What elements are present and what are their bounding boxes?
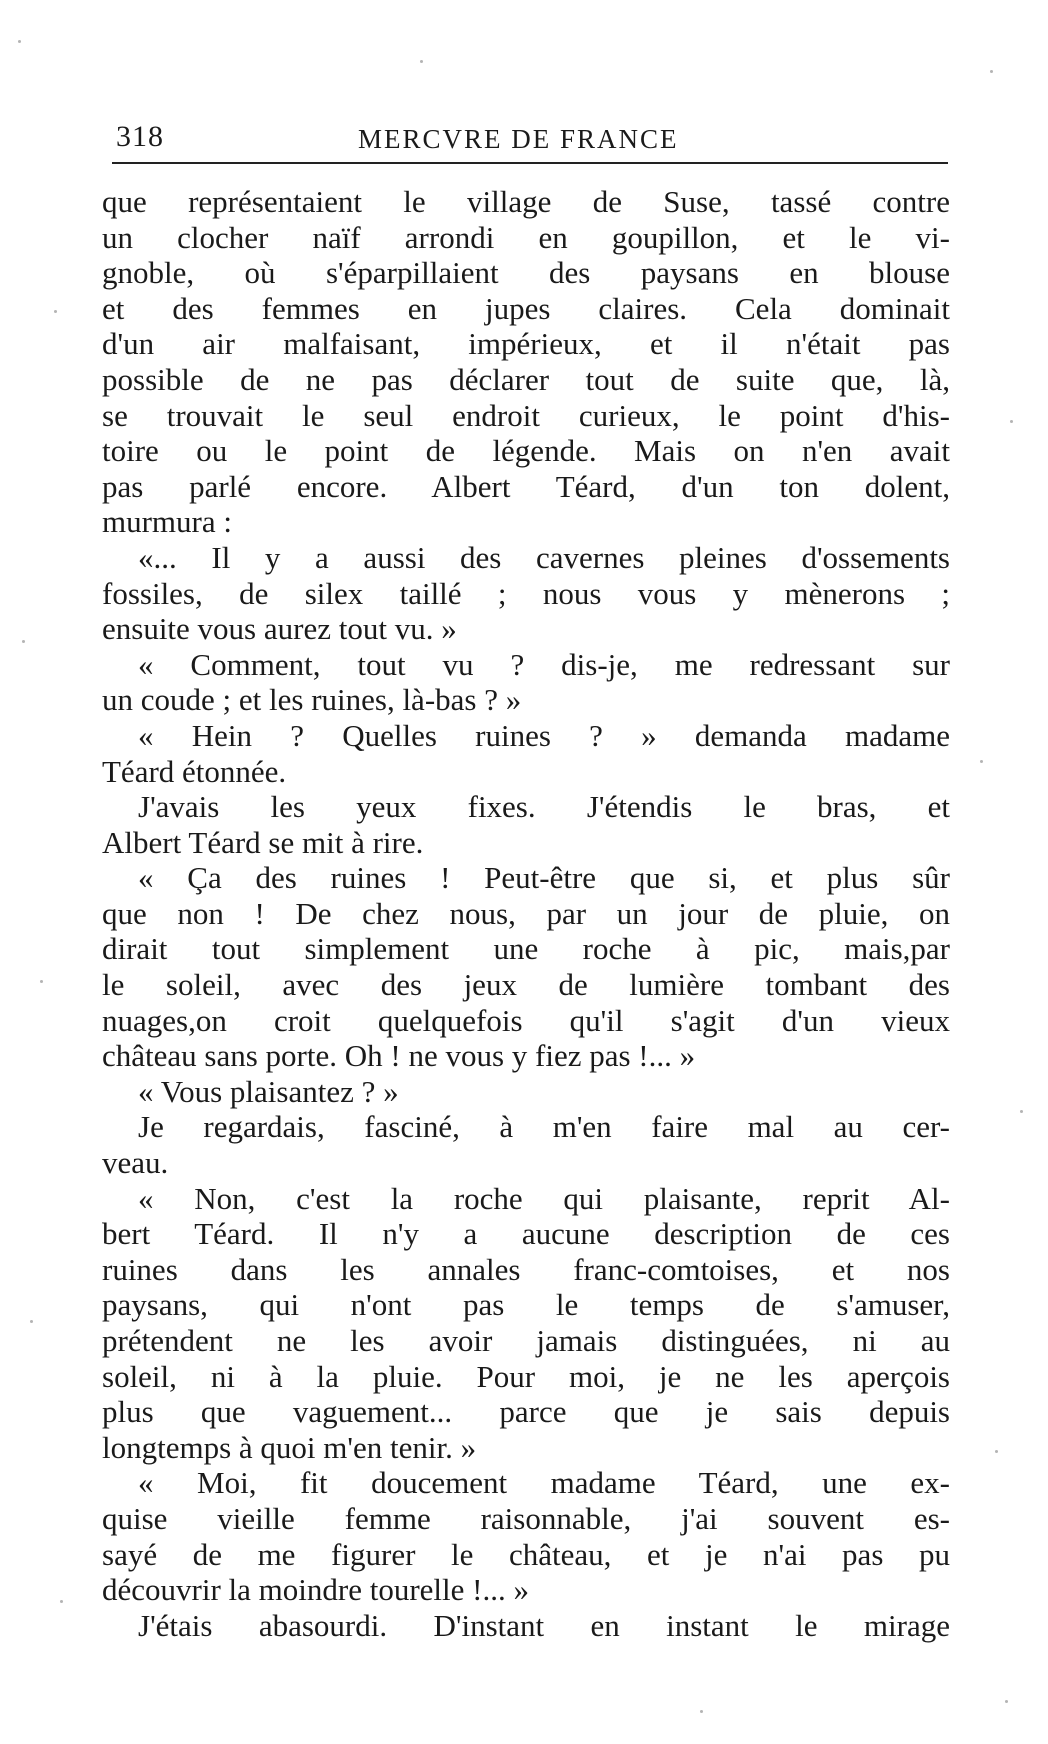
text-line: « Moi, fit doucement madame Téard, une ex- [138, 1465, 950, 1501]
body-text [102, 184, 950, 1643]
text-line: possible de ne pas déclarer tout de suite que, là, [102, 361, 950, 397]
text-line: ensuite vous aurez tout vu. » [102, 611, 457, 647]
journal-title: MERCVRE DE FRANCE [358, 124, 679, 154]
text-line: «... Il y a aussi des cavernes pleines d'ossements [138, 539, 950, 575]
text-line: gnoble, où s'éparpillaient des paysans en blouse [102, 255, 950, 291]
text-line: ruines dans les annales franc-comtoises, et nos [102, 1251, 950, 1287]
text-line: « Ça des ruines ! Peut-être que si, et plus sûr [138, 860, 950, 896]
scan-speck [30, 1320, 33, 1323]
text-line: Je regardais, fasciné, à m'en faire mal au cer- [138, 1109, 950, 1145]
text-line: « Vous plaisantez ? » [138, 1073, 399, 1109]
text-line: fossiles, de silex taillé ; nous vous y mènerons ; [102, 575, 950, 611]
running-head [108, 112, 948, 160]
text-line: J'étais abasourdi. D'instant en instant le mirage [138, 1607, 950, 1643]
text-line: paysans, qui n'ont pas le temps de s'amuser, [102, 1287, 950, 1323]
text-line: un coude ; et les ruines, là-bas ? » [102, 682, 522, 718]
text-line: et des femmes en jupes claires. Cela dominait [102, 290, 950, 326]
scan-speck [40, 980, 43, 983]
text-line: Albert Téard se mit à rire. [102, 824, 424, 860]
scan-speck [60, 1600, 63, 1603]
text-line: un clocher naïf arrondi en goupillon, et le vi- [102, 219, 950, 255]
scan-speck [1010, 420, 1013, 423]
scan-speck [22, 640, 25, 643]
text-line: bert Téard. Il n'y a aucune description de ces [102, 1216, 950, 1252]
scan-speck [995, 1450, 998, 1453]
text-line: sayé de me figurer le château, et je n'ai pas pu [102, 1536, 950, 1572]
scan-speck [18, 40, 21, 43]
scan-speck [700, 1710, 703, 1713]
scan-speck [54, 310, 57, 313]
text-line: château sans porte. Oh ! ne vous y fiez pas !... » [102, 1038, 696, 1074]
text-line: quise vieille femme raisonnable, j'ai souvent es- [102, 1500, 950, 1536]
text-line: Téard étonnée. [102, 753, 287, 789]
text-line: plus que vaguement... parce que je sais depuis [102, 1394, 950, 1430]
text-line: « Comment, tout vu ? dis-je, me redressant sur [138, 646, 950, 682]
text-line: prétendent ne les avoir jamais distinguées, ni au [102, 1323, 950, 1358]
text-line: dirait tout simplement une roche à pic, mais,par [102, 931, 950, 967]
text-line: « Hein ? Quelles ruines ? » demanda madame [138, 717, 950, 753]
text-line: que non ! De chez nous, par un jour de pluie, on [102, 895, 950, 931]
text-line: nuages,on croit quelquefois qu'il s'agit d'un vieux [102, 1002, 950, 1038]
text-line: d'un air malfaisant, impérieux, et il n'était pas [102, 326, 950, 362]
text-line: longtemps à quoi m'en tenir. » [102, 1429, 477, 1465]
text-line: découvrir la moindre tourelle !... » [102, 1572, 529, 1608]
scan-speck [1020, 1110, 1023, 1113]
text-line: le soleil, avec des jeux de lumière tombant des [102, 967, 950, 1003]
scan-speck [980, 760, 983, 763]
text-line: toire ou le point de légende. Mais on n'en avait [102, 433, 950, 469]
scan-speck [990, 70, 993, 73]
page-number: 318 [116, 120, 164, 153]
header-rule [112, 162, 948, 164]
scan-speck [1005, 1700, 1008, 1703]
text-line: que représentaient le village de Suse, tassé contre [102, 184, 950, 219]
text-line: murmura : [102, 504, 232, 540]
text-line: J'avais les yeux fixes. J'étendis le bras, et [138, 789, 950, 825]
text-line: se trouvait le seul endroit curieux, le point d'his- [102, 397, 950, 433]
text-line: pas parlé encore. Albert Téard, d'un ton dolent, [102, 468, 950, 504]
text-line: soleil, ni à la pluie. Pour moi, je ne les aperçois [102, 1358, 950, 1394]
text-line: veau. [102, 1145, 169, 1181]
text-line: « Non, c'est la roche qui plaisante, reprit Al- [138, 1180, 950, 1216]
scan-speck [420, 60, 423, 63]
